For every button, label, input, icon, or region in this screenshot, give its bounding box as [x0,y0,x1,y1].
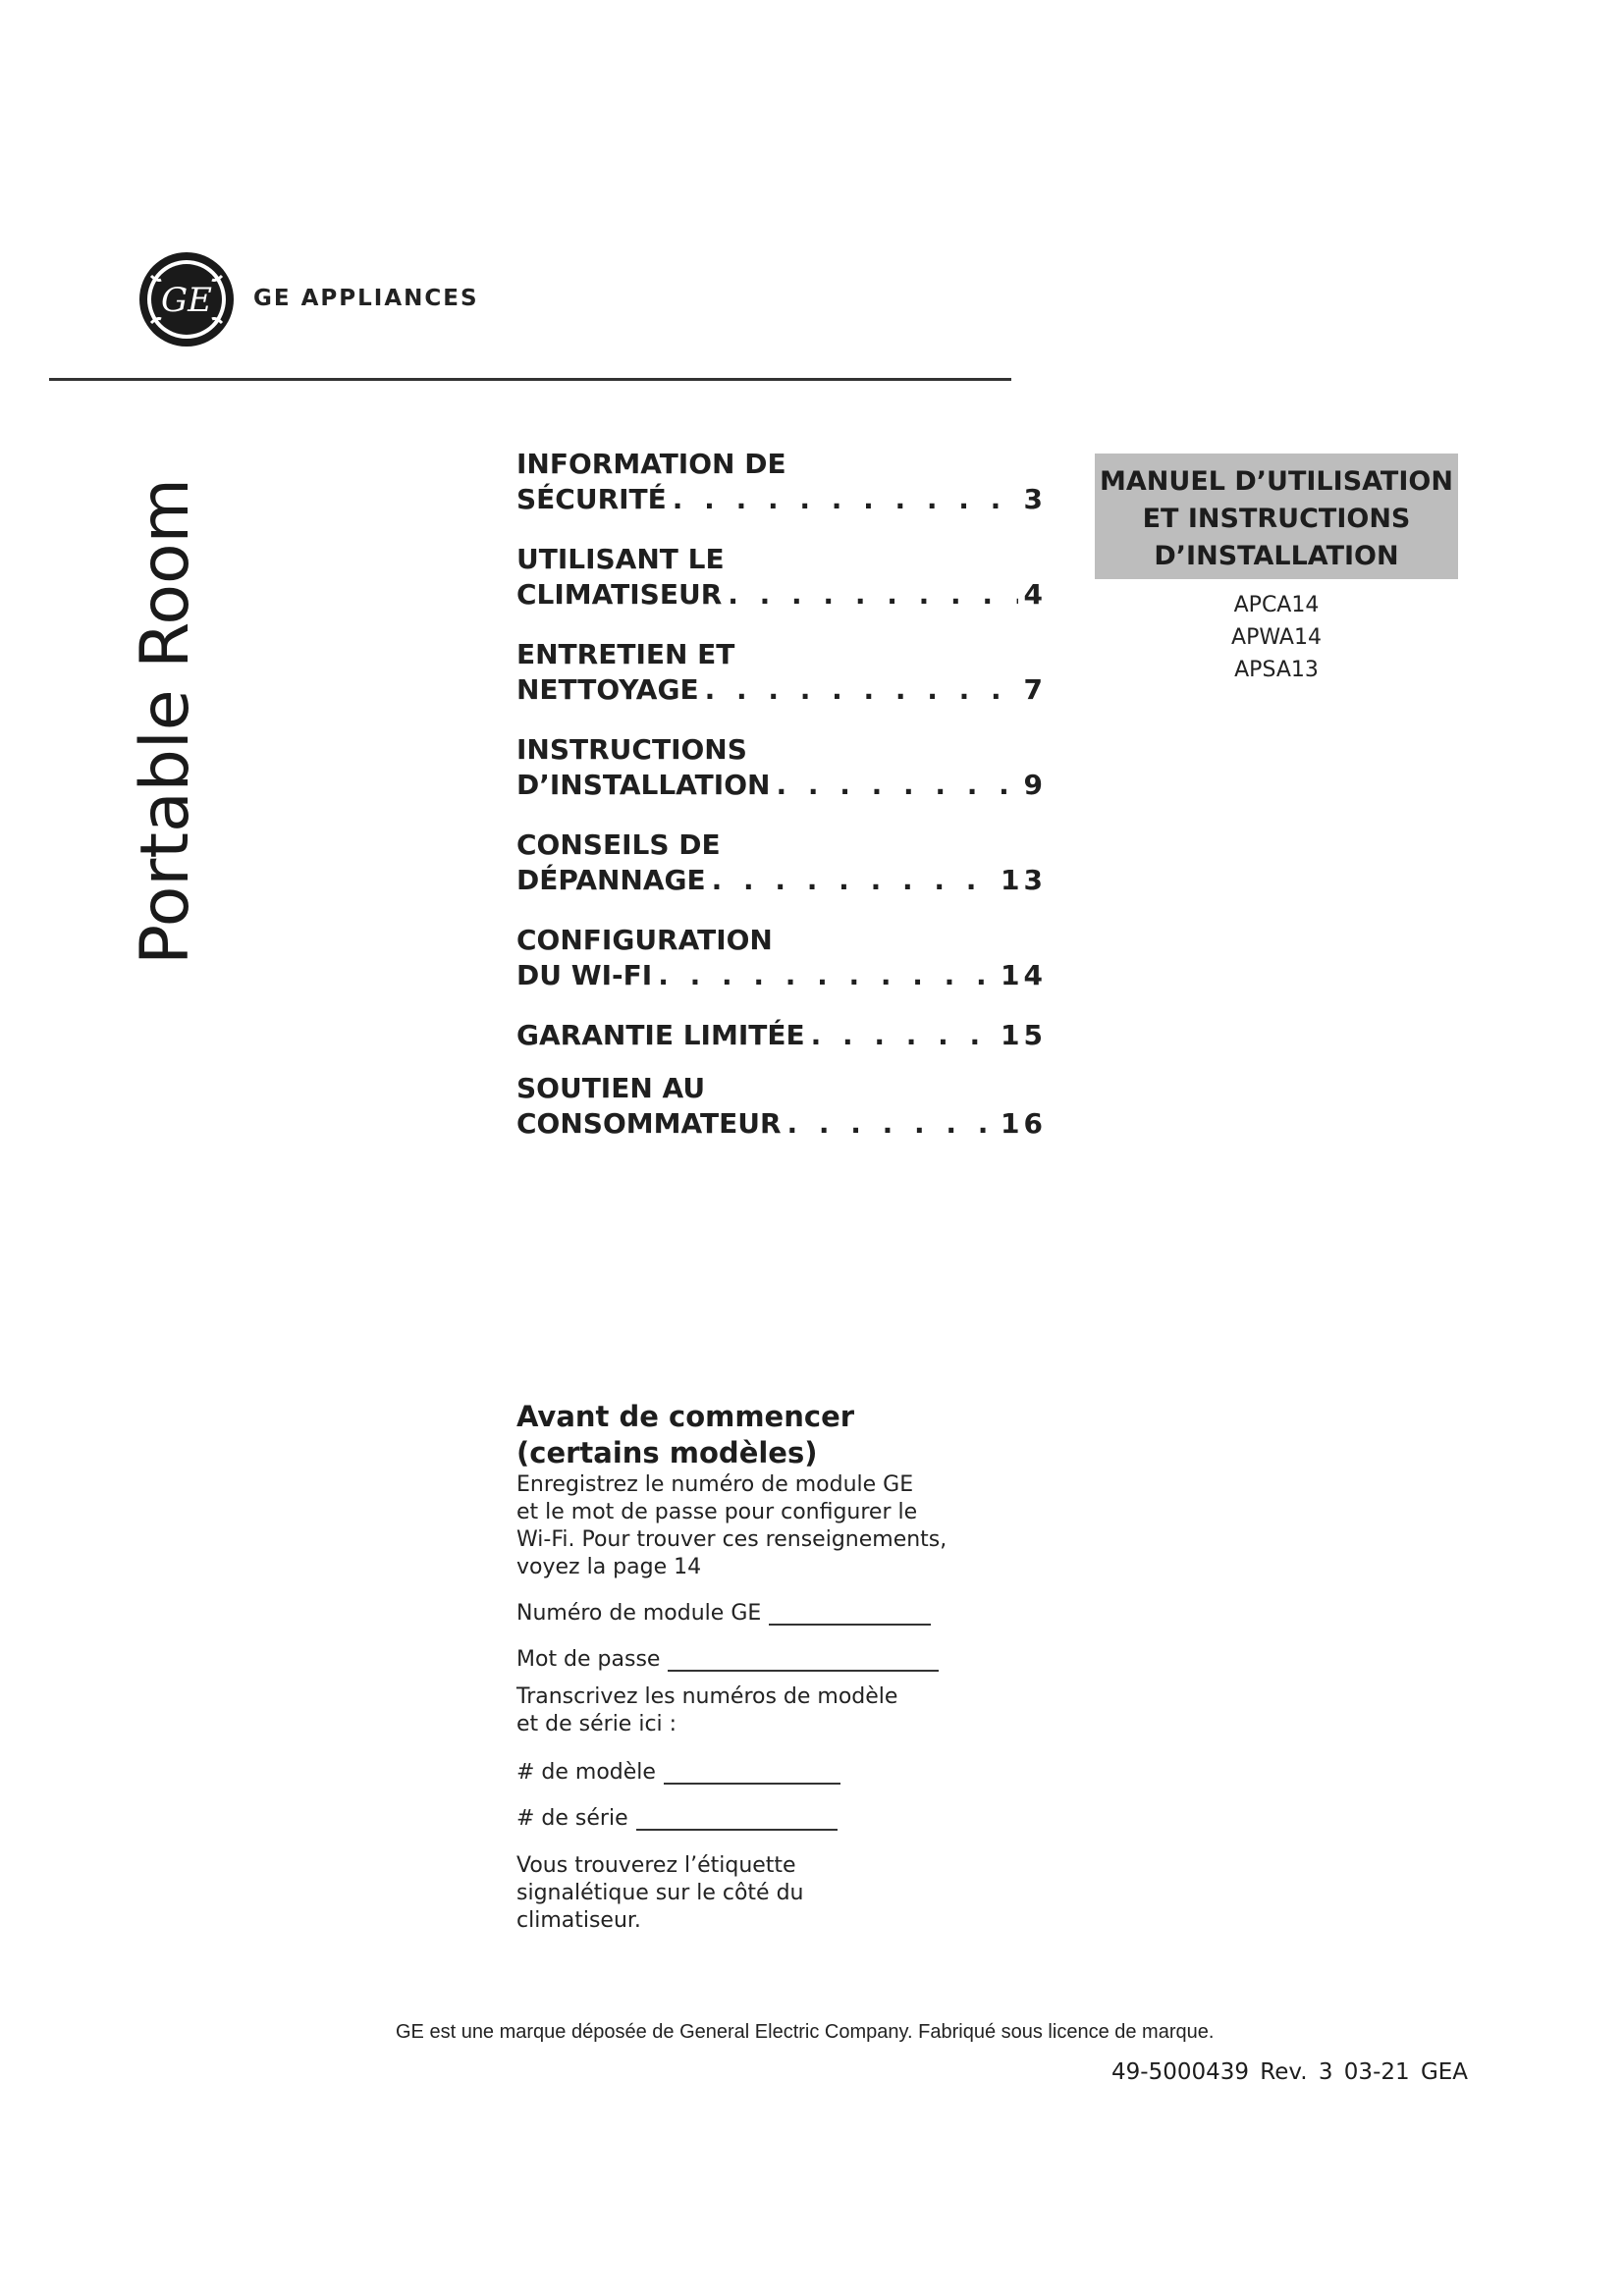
serial-number-label: # de série [516,1806,628,1831]
rating-label-note: signalétique sur le côté du [516,1881,804,1905]
module-number-label: Numéro de module GE [516,1601,762,1626]
toc-leader-dots [658,958,995,993]
toc-line2: DÉPANNAGE [516,864,706,896]
transcribe-line: Transcrivez les numéros de modèle [516,1684,898,1709]
toc-line2: NETTOYAGE [516,673,699,706]
rating-label-note: climatiseur. [516,1908,641,1933]
toc-line2: CONSOMMATEUR [516,1107,782,1140]
toc-entry-securite[interactable] [516,447,1047,517]
toc-line1: INSTRUCTIONS [516,733,747,766]
toc-page: 15 [1001,1019,1047,1051]
model-number-label: # de modèle [516,1760,656,1785]
toc-line2: SÉCURITÉ [516,483,667,515]
document-number: 49-5000439 Rev. 3 03-21 GEA [1111,2059,1469,2085]
rating-label-note: Vous trouverez l’étiquette [516,1853,796,1878]
header-divider [49,378,1011,381]
toc-line2: GARANTIE LIMITÉE [516,1019,805,1051]
toc-line1: SOUTIEN AU [516,1072,706,1104]
table-of-contents [516,447,1047,1166]
password-field[interactable] [516,1647,1066,1672]
password-blank[interactable] [668,1652,939,1672]
before-paragraph-line: voyez la page 14 [516,1555,702,1579]
module-number-blank[interactable] [769,1606,931,1626]
toc-page: 3 [1023,483,1047,515]
toc-leader-dots [811,1018,995,1053]
toc-page: 4 [1023,578,1047,611]
transcribe-line: et de série ici : [516,1712,677,1736]
toc-leader-dots [776,768,1017,803]
before-you-start-section [516,1399,1066,1935]
manual-title-line3: D’INSTALLATION [1154,541,1399,571]
toc-line1: INFORMATION DE [516,448,786,480]
toc-entry-depannage[interactable] [516,828,1047,898]
password-label: Mot de passe [516,1647,661,1672]
toc-leader-dots [673,482,1018,517]
subtitle-portable-room: Portable Room [127,478,204,965]
toc-leader-dots [728,577,1017,613]
before-paragraph-line: Enregistrez le numéro de module GE [516,1472,914,1497]
model-number-field[interactable] [516,1760,1066,1785]
toc-entry-wifi[interactable] [516,923,1047,993]
manual-title-line1: MANUEL D’UTILISATION [1100,466,1453,497]
logo-text: GE [161,281,212,320]
toc-line2: DU WI-FI [516,959,653,991]
model-number: APCA14 [1233,593,1320,617]
toc-page: 9 [1023,769,1047,801]
before-subheading: (certains modèles) [516,1436,818,1469]
toc-line1: CONFIGURATION [516,924,773,956]
toc-page: 16 [1001,1107,1047,1140]
toc-line1: CONSEILS DE [516,828,721,861]
brand-name: GE APPLIANCES [253,286,479,311]
toc-line2: CLIMATISEUR [516,578,723,611]
toc-page: 14 [1001,959,1047,991]
module-number-field[interactable] [516,1601,1066,1626]
model-number: APSA13 [1234,658,1319,682]
serial-number-blank[interactable] [636,1811,838,1831]
toc-line1: ENTRETIEN ET [516,638,735,670]
toc-line2: D’INSTALLATION [516,769,771,801]
toc-page: 7 [1023,673,1047,706]
toc-leader-dots [705,672,1018,708]
before-heading: Avant de commencer [516,1400,855,1433]
before-paragraph-line: Wi-Fi. Pour trouver ces renseignements, [516,1527,947,1552]
model-number-blank[interactable] [664,1765,840,1785]
manual-title-box [1095,454,1458,579]
ge-logo-icon [137,250,236,348]
toc-leader-dots [787,1106,996,1142]
toc-entry-utilisant[interactable] [516,542,1047,613]
toc-entry-garantie[interactable] [516,1018,1047,1053]
toc-page: 13 [1001,864,1047,896]
toc-entry-entretien[interactable] [516,637,1047,708]
trademark-notice: GE est une marque déposée de General Electric Company. Fabriqué sous licence de marque. [396,2021,1215,2043]
toc-entry-installation[interactable] [516,732,1047,803]
model-list [1095,589,1458,686]
toc-line1: UTILISANT LE [516,543,725,575]
serial-number-field[interactable] [516,1806,1066,1831]
before-paragraph-line: et le mot de passe pour configurer le [516,1500,918,1524]
toc-entry-soutien[interactable] [516,1071,1047,1142]
manual-title-line2: ET INSTRUCTIONS [1142,504,1411,534]
model-number: APWA14 [1231,625,1322,650]
toc-leader-dots [712,863,995,898]
